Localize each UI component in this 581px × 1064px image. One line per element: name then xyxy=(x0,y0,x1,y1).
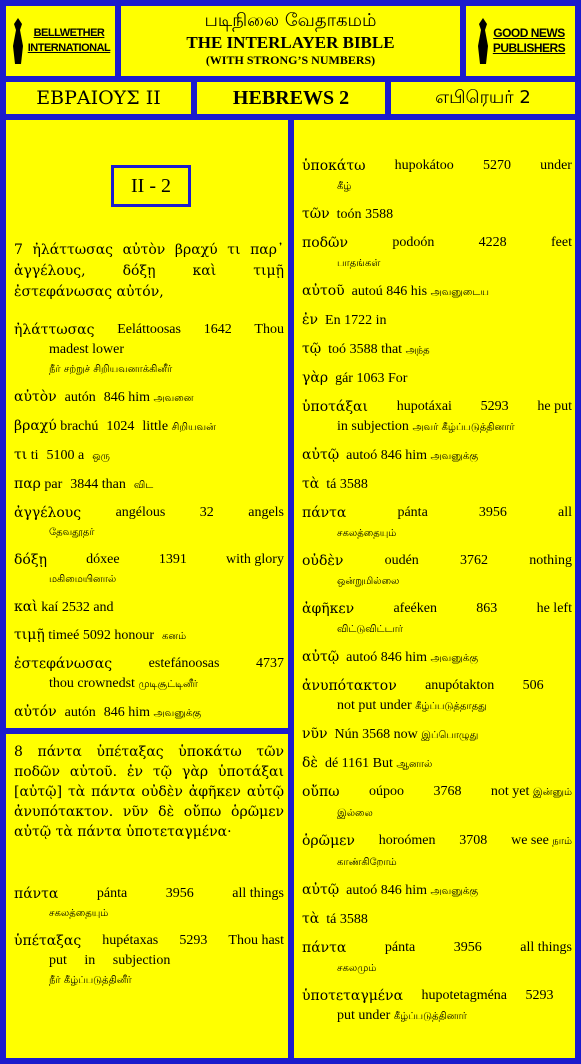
transliteration: autón xyxy=(64,705,96,720)
word-entry xyxy=(14,320,284,380)
english-gloss: now xyxy=(393,727,418,742)
word-entry xyxy=(302,503,572,544)
transliteration: Eeláttoosas xyxy=(117,322,181,337)
greek-word: βραχύ xyxy=(14,418,57,434)
transliteration: oudén xyxy=(384,553,419,568)
strongs-number: 3588 xyxy=(339,477,368,492)
transliteration: pánta xyxy=(96,886,128,901)
verse-7-text: 7 ἠλάττωσας αὐτὸν βραχύ τι παρ᾽ ἀγγέλους, δόξῃ καὶ τιμῇ ἐστεφάνωσας αὐτόν, xyxy=(14,242,284,300)
greek-word: γὰρ xyxy=(302,370,329,386)
tamil-gloss: அவனுக்கு xyxy=(430,653,479,664)
logo-line-1: GOOD NEWS xyxy=(493,26,565,40)
tamil-gloss-cont: சகலத்தையும் xyxy=(337,528,397,539)
english-gloss-cont: put under xyxy=(337,1008,391,1023)
english-gloss-cont: in subjection xyxy=(337,419,409,434)
tamil-gloss: சகலத்தையும் xyxy=(49,908,109,919)
tamil-gloss: முடிசூட்டினீர் xyxy=(138,679,198,690)
tamil-gloss: சிறியவன் xyxy=(171,422,216,433)
transliteration: oúpoo xyxy=(369,784,405,799)
logo-line-2: PUBLISHERS xyxy=(492,41,566,55)
transliteration: pánta xyxy=(384,940,416,955)
greek-word: ὑποτεταγμένα xyxy=(302,988,404,1004)
greek-word: ἀνυπότακτον xyxy=(302,678,397,694)
title-block xyxy=(118,3,463,79)
bellwether-logo-text xyxy=(28,26,111,56)
english-gloss: little xyxy=(142,419,169,434)
strongs-number: 1063 xyxy=(356,371,385,386)
tamil-gloss: நீர் கீழ்ப்படுத்தினீர் xyxy=(49,975,132,986)
english-gloss: honour xyxy=(114,628,155,643)
greek-word: τὰ xyxy=(302,476,320,492)
greek-word: ποδῶν xyxy=(302,235,348,251)
strongs-number: 1024 xyxy=(106,419,135,434)
book-tamil-label: எபிரெயர் 2 xyxy=(435,86,531,108)
goodnews-logo xyxy=(463,3,578,79)
strongs-number: 4737 xyxy=(256,656,284,671)
transliteration: anupótakton xyxy=(425,678,495,693)
english-gloss: a xyxy=(78,448,85,463)
strongs-number: 1722 xyxy=(344,313,373,328)
tamil-gloss: இப்பொழுது xyxy=(421,730,479,741)
strongs-number: 846 xyxy=(380,883,402,898)
transliteration: autoó xyxy=(346,650,378,665)
greek-word: ἀφῆκεν xyxy=(302,601,355,617)
word-entry xyxy=(302,880,572,902)
english-gloss-cont: madest lower xyxy=(49,342,125,357)
tamil-gloss: நாம் xyxy=(552,836,572,847)
tamil-gloss: இன்னும் xyxy=(532,787,572,798)
word-entry xyxy=(14,654,284,695)
strongs-number: 5100 xyxy=(46,448,75,463)
strongs-number: 2532 xyxy=(61,600,90,615)
strongs-number: 32 xyxy=(199,505,214,520)
strongs-number: 1391 xyxy=(158,552,187,567)
book-english xyxy=(194,79,388,117)
word-entry xyxy=(302,676,572,717)
tamil-gloss: ஆனால் xyxy=(396,759,433,770)
strongs-number: 3568 xyxy=(362,727,391,742)
tamil-gloss: அவனுடைய xyxy=(430,287,489,298)
greek-word: οὐδὲν xyxy=(302,553,344,569)
strongs-number: 846 xyxy=(103,390,125,405)
greek-word: πάντα xyxy=(302,505,347,521)
word-entry xyxy=(14,702,284,724)
title-subtitle: (WITH STRONG’S NUMBERS) xyxy=(205,53,376,67)
english-gloss: angels xyxy=(248,505,284,520)
tamil-gloss-cont: விட்டுவிட்டார் xyxy=(337,624,404,635)
book-tamil xyxy=(388,79,578,117)
strongs-number: 3762 xyxy=(460,553,488,568)
transliteration: podoón xyxy=(392,235,435,250)
english-gloss: not yet xyxy=(490,784,530,799)
transliteration: gár xyxy=(335,371,353,386)
strongs-number: 5293 xyxy=(525,988,554,1003)
english-gloss: with glory xyxy=(226,552,284,567)
english-gloss: For xyxy=(387,371,408,386)
transliteration: kaí xyxy=(41,600,59,615)
english-gloss: Thou xyxy=(254,322,284,337)
greek-word: ἐν xyxy=(302,312,319,328)
greek-word: αὐτοῦ xyxy=(302,283,345,299)
word-entry xyxy=(14,387,284,409)
word-entry xyxy=(302,647,572,669)
word-entry xyxy=(302,397,572,438)
figure-icon xyxy=(11,16,25,66)
greek-word: αὐτῷ xyxy=(302,882,340,898)
transliteration: pánta xyxy=(397,505,428,520)
greek-word: αὐτόν xyxy=(14,704,57,720)
transliteration: tá xyxy=(326,477,337,492)
strongs-number: 3588 xyxy=(339,912,368,927)
word-entry xyxy=(302,782,572,824)
greek-word: ἐστεφάνωσας xyxy=(14,656,113,672)
english-gloss: him xyxy=(405,883,428,898)
transliteration: afeéken xyxy=(393,601,437,616)
greek-word: ὑποκάτω xyxy=(302,158,366,174)
greek-word: πάντα xyxy=(302,940,347,956)
word-entry xyxy=(14,625,284,647)
word-entry xyxy=(302,599,572,640)
strongs-number: 3588 xyxy=(349,342,378,357)
verse-7-entries xyxy=(14,320,284,731)
transliteration: autón xyxy=(64,390,96,405)
strongs-number: 3956 xyxy=(478,505,507,520)
chapter-reference xyxy=(111,165,191,207)
tamil-gloss: ஒரு xyxy=(92,451,110,462)
logo-line-1: BELLWETHER xyxy=(33,27,105,39)
greek-word: ἠλάττωσας xyxy=(14,322,95,338)
verse-8-entries xyxy=(14,884,284,998)
tamil-gloss-cont: பாதங்கள் xyxy=(337,258,381,269)
transliteration: toón xyxy=(336,207,362,222)
greek-word: ὑπέταξας xyxy=(14,933,82,949)
right-column xyxy=(291,117,578,1061)
goodnews-logo-text xyxy=(493,26,565,56)
greek-word: αὐτὸν xyxy=(14,389,57,405)
greek-word: καὶ xyxy=(14,599,38,615)
tamil-gloss-cont: கீழ்ப்படுத்தினார் xyxy=(393,1011,467,1022)
word-entry xyxy=(14,550,284,590)
greek-word: τῶν xyxy=(302,206,330,222)
figure-icon xyxy=(476,16,490,66)
greek-word: δὲ xyxy=(302,755,318,771)
strongs-number: 506 xyxy=(522,678,544,693)
english-gloss: under xyxy=(540,158,572,173)
greek-word: τῷ xyxy=(302,341,322,357)
word-entry xyxy=(302,156,572,197)
word-entry xyxy=(14,597,284,618)
word-entry xyxy=(302,281,572,303)
transliteration: estefánoosas xyxy=(148,656,220,671)
tamil-gloss: அவனுக்கு xyxy=(153,708,202,719)
strongs-number: 3956 xyxy=(453,940,482,955)
english-gloss: and xyxy=(93,600,114,615)
english-gloss: him xyxy=(405,650,428,665)
english-gloss: than xyxy=(101,477,126,492)
transliteration: par xyxy=(44,477,63,492)
greek-word: τιμῇ xyxy=(14,627,45,643)
word-entry xyxy=(302,233,572,274)
word-entry xyxy=(302,909,572,931)
transliteration: brachú xyxy=(60,419,99,434)
strongs-number: 5270 xyxy=(482,158,511,173)
verse-8-text: 8 πάντα ὑπέταξας ὑποκάτω τῶν ποδῶν αὐτοῦ. ἐν τῷ γὰρ ὑποτάξαι [αὐτῷ] τὰ πάντα οὐδὲν ἀφῆκεν αὐτῷ ἀνυπότακτον. νῦν δὲ οὔπω ὁρῶμεν αὐτῷ τὰ πάντα ὑποτεταγμένα· xyxy=(14,744,284,840)
english-gloss: in xyxy=(375,313,387,328)
tamil-gloss-cont: கீழ்ப்படுத்தாதது xyxy=(415,701,487,712)
word-entry xyxy=(302,724,572,746)
word-entry xyxy=(302,831,572,873)
english-gloss: he left xyxy=(536,601,572,616)
word-entry xyxy=(302,551,572,592)
transliteration: autoó xyxy=(346,883,378,898)
greek-word: τι xyxy=(14,447,28,463)
english-gloss-cont: thou crownedst xyxy=(49,676,135,691)
transliteration: toó xyxy=(328,342,347,357)
word-entry xyxy=(302,753,572,775)
transliteration: Nún xyxy=(334,727,359,742)
word-entry xyxy=(14,474,284,496)
transliteration: angélous xyxy=(115,505,166,520)
word-entry xyxy=(302,339,572,361)
transliteration: dé xyxy=(324,756,339,771)
strongs-number: 846 xyxy=(103,705,125,720)
strongs-number: 3768 xyxy=(433,784,462,799)
english-gloss-cont: not put under xyxy=(337,698,412,713)
english-gloss: Thou hast xyxy=(228,933,284,948)
word-entry xyxy=(14,416,284,438)
greek-word: τὰ xyxy=(302,911,320,927)
english-gloss: him xyxy=(405,448,428,463)
transliteration: timeé xyxy=(48,628,80,643)
tamil-gloss-cont: சகலமும் xyxy=(337,963,377,974)
strongs-number: 5293 xyxy=(179,933,208,948)
word-entry xyxy=(14,503,284,543)
greek-word: αὐτῷ xyxy=(302,649,340,665)
left-column-verse8 xyxy=(3,731,291,1061)
english-gloss: But xyxy=(372,756,393,771)
strongs-number: 3588 xyxy=(365,207,394,222)
english-gloss-cont: put in subjection xyxy=(49,953,171,968)
word-entry xyxy=(302,368,572,390)
strongs-number: 863 xyxy=(476,601,498,616)
english-gloss: that xyxy=(381,342,403,357)
english-gloss: him xyxy=(128,390,151,405)
strongs-number: 846 xyxy=(380,448,402,463)
transliteration: autoú xyxy=(351,284,383,299)
strongs-number: 3956 xyxy=(165,886,194,901)
strongs-number: 846 xyxy=(386,284,408,299)
greek-word: νῦν xyxy=(302,726,328,742)
tamil-gloss: விட xyxy=(133,480,154,491)
english-gloss: his xyxy=(410,284,428,299)
greek-word: οὔπω xyxy=(302,784,340,800)
transliteration: hupokátoo xyxy=(394,158,454,173)
strongs-number: 5293 xyxy=(480,399,509,414)
english-gloss: we see xyxy=(511,833,549,848)
tamil-gloss-cont: ஒன்றுமில்லை xyxy=(337,576,400,587)
tamil-gloss-cont: காண்கிறோம் xyxy=(337,857,397,868)
strongs-number: 846 xyxy=(380,650,402,665)
transliteration: dóxee xyxy=(86,552,120,567)
book-greek-label: ΕΒΡΑΙΟΥΣ ΙΙ xyxy=(36,87,161,109)
greek-word: ὑποτάξαι xyxy=(302,399,368,415)
tamil-gloss: அவனுக்கு xyxy=(430,451,479,462)
word-entry xyxy=(302,986,572,1027)
word-entry xyxy=(302,310,572,332)
tamil-gloss: அவனுக்கு xyxy=(430,886,479,897)
tamil-gloss: அந்த xyxy=(405,345,430,356)
right-entries xyxy=(302,156,572,1034)
tamil-gloss-cont: இல்லை xyxy=(337,808,373,819)
transliteration: autoó xyxy=(346,448,378,463)
book-greek xyxy=(3,79,194,117)
english-gloss: all things xyxy=(520,940,572,955)
tamil-gloss: மகிமையினால் xyxy=(49,574,117,585)
english-gloss: nothing xyxy=(529,553,572,568)
transliteration: hupotetagména xyxy=(421,988,508,1003)
word-entry xyxy=(302,204,572,226)
strongs-number: 1161 xyxy=(341,756,370,771)
book-english-label: HEBREWS 2 xyxy=(232,86,350,109)
greek-word: πάντα xyxy=(14,886,59,902)
logo-line-2: INTERNATIONAL xyxy=(27,42,111,54)
transliteration: tá xyxy=(326,912,337,927)
english-gloss: feet xyxy=(550,235,572,250)
strongs-number: 1642 xyxy=(203,322,232,337)
transliteration: ti xyxy=(30,448,39,463)
greek-word: παρ xyxy=(14,476,41,492)
title-tamil: படிநிலை வேதாகமம் xyxy=(204,10,377,31)
english-gloss: all things xyxy=(232,886,284,901)
strongs-number: 5092 xyxy=(82,628,111,643)
greek-word: ἀγγέλους xyxy=(14,505,82,521)
word-entry xyxy=(14,931,284,991)
left-column-verse7 xyxy=(3,117,291,731)
tamil-gloss: நீர் சற்றுச் சிறியவனாக்கினீர் xyxy=(49,364,173,375)
transliteration: En xyxy=(325,313,341,328)
word-entry xyxy=(14,884,284,924)
english-gloss: he put xyxy=(537,399,572,414)
english-gloss: all xyxy=(557,505,572,520)
transliteration: horoómen xyxy=(378,833,436,848)
tamil-gloss: கனம் xyxy=(162,631,187,642)
strongs-number: 4228 xyxy=(478,235,507,250)
transliteration: hupétaxas xyxy=(102,933,159,948)
greek-word: ὁρῶμεν xyxy=(302,833,355,849)
strongs-number: 3708 xyxy=(459,833,488,848)
title-english: THE INTERLAYER BIBLE xyxy=(186,33,395,52)
greek-word: δόξῃ xyxy=(14,552,47,568)
tamil-gloss: அவனை xyxy=(153,393,194,404)
bellwether-logo xyxy=(3,3,118,79)
chapter-reference-label: II - 2 xyxy=(131,174,171,197)
english-gloss: him xyxy=(128,705,151,720)
word-entry xyxy=(302,474,572,496)
word-entry xyxy=(14,445,284,467)
greek-word: αὐτῷ xyxy=(302,447,340,463)
strongs-number: 3844 xyxy=(70,477,99,492)
word-entry xyxy=(302,445,572,467)
tamil-gloss-cont: அவர் கீழ்ப்படுத்தினார் xyxy=(412,422,515,433)
word-entry xyxy=(302,938,572,979)
transliteration: hupotáxai xyxy=(396,399,452,414)
tamil-gloss: தேவதூதர் xyxy=(49,527,95,538)
tamil-gloss-cont: கீழ் xyxy=(337,181,352,192)
